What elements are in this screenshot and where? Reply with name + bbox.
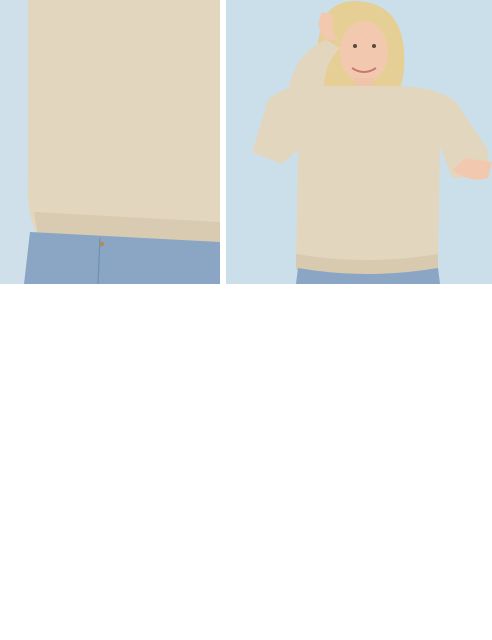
crochet-chart — [44, 446, 326, 596]
notes-section — [47, 323, 297, 328]
technique-section — [305, 323, 475, 328]
photo-model-wearing-sweater — [226, 0, 492, 284]
photo-sweater-closeup — [0, 0, 220, 284]
